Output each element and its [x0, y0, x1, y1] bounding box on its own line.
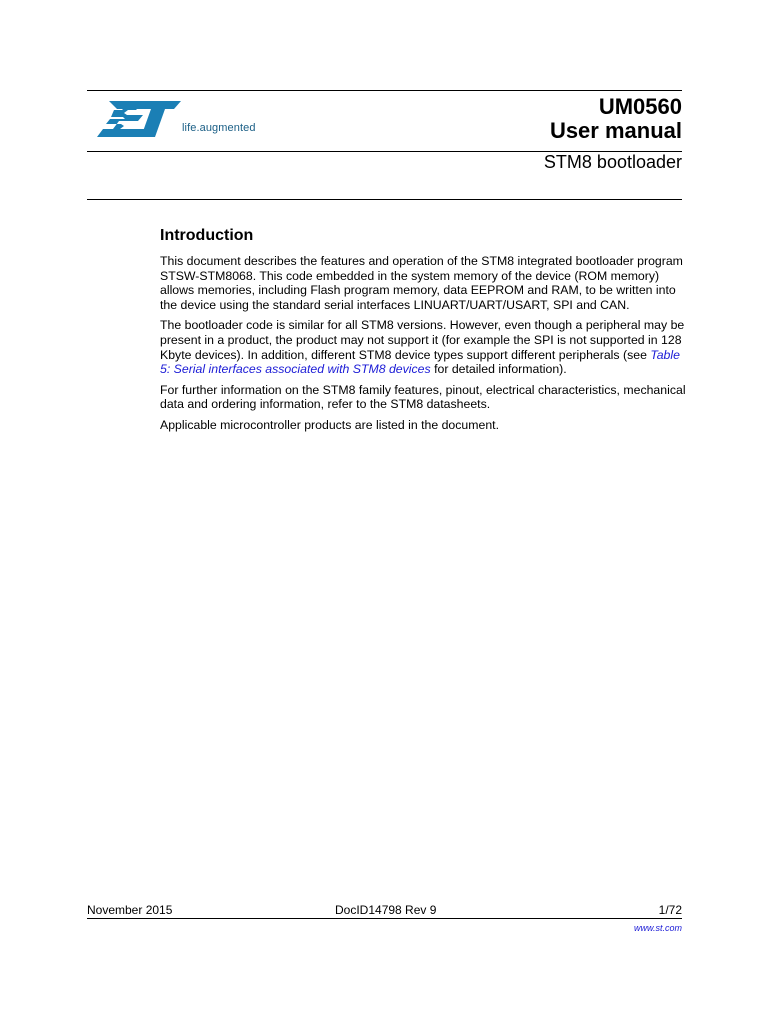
footer-date: November 2015	[87, 903, 173, 917]
introduction-section	[160, 227, 690, 439]
intro-paragraph-4: Applicable microcontroller products are listed in the document.	[160, 417, 500, 432]
document-subtitle: STM8 bootloader	[543, 152, 682, 172]
footer-rule	[87, 918, 682, 919]
intro-paragraph-2-text-before: The bootloader code is similar for all STM8 versions. However, even though a peripheral may be present in a product, the product may not support it (for example the SPI is not supported in 128 Kbyte devices). In addition, different STM8 device types support different peripherals (see	[160, 318, 685, 362]
footer-page-number: 1/72	[658, 903, 682, 917]
st-logo-icon	[97, 99, 181, 139]
introduction-heading: Introduction	[160, 227, 254, 244]
intro-paragraph-2-text-after: for detailed information).	[430, 362, 567, 377]
intro-paragraph-3: For further information on the STM8 family features, pinout, electrical characteristics, mechanical data and ordering information, refer to the STM8 datasheets.	[160, 382, 686, 412]
logo-tagline: life.augmented	[182, 122, 256, 134]
document-type: User manual	[549, 118, 682, 143]
footer-website-link[interactable]: www.st.com	[633, 923, 682, 933]
st-logo-shape	[97, 101, 181, 137]
intro-paragraph-2	[160, 318, 690, 376]
st-logo	[97, 99, 277, 139]
st-logo-t-stem	[141, 109, 165, 137]
document-id: UM0560	[598, 94, 682, 119]
footer-doc-revision: DocID14798 Rev 9	[335, 903, 437, 917]
intro-paragraph-1: This document describes the features and operation of the STM8 integrated bootloader program STSW-STM8068. This code embedded in the system memory of the device (ROM memory) allows memories, including Flash program memory, data EEPROM and RAM, to be written into the device using the standard serial interfaces LINUART/UART/USART, SPI and CAN.	[160, 254, 683, 312]
table5-cross-reference-link[interactable]: Table 5: Serial interfaces associated with STM8 devices	[160, 347, 680, 377]
header-bottom-rule	[87, 199, 682, 200]
header-top-rule	[87, 90, 682, 91]
